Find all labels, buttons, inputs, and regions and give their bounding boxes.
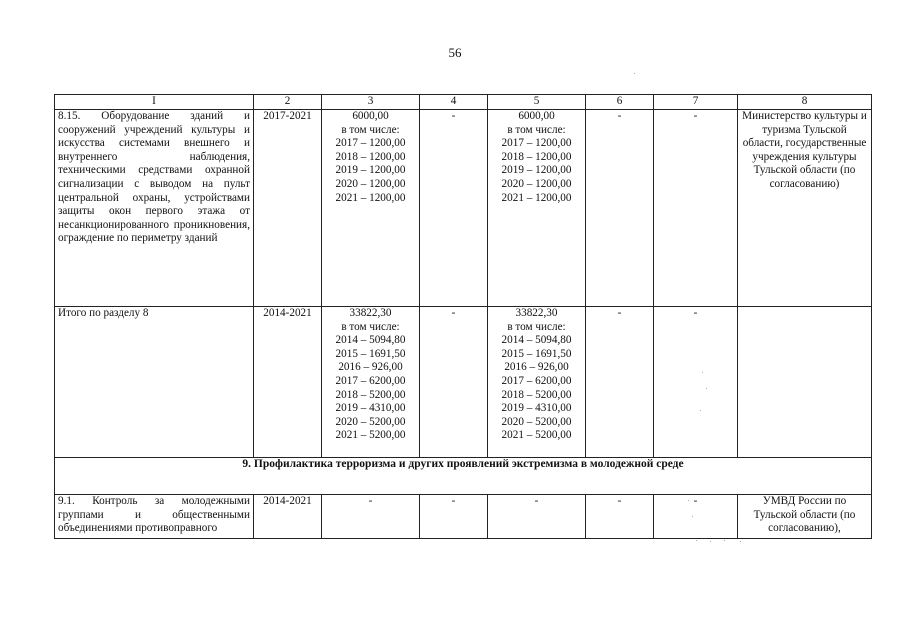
period-cell: 2014-2021 <box>254 495 322 539</box>
measure-description: 9.1. Контроль за молодежными группами и общественными объединениями противоправного <box>55 495 254 539</box>
section-total-label: Итого по разделу 8 <box>55 307 254 458</box>
funding-line: в том числе: <box>341 320 400 333</box>
local-funding-cell: - <box>586 495 654 539</box>
header-cell: 5 <box>488 95 586 110</box>
section-title: 9. Профилактика терроризма и других проявлений экстремизма в молодежной среде <box>55 458 872 495</box>
funding-line: 2015 – 1691,50 <box>501 347 572 360</box>
executor-cell: Министерство культуры и туризма Тульской области, государственные учреждения культуры Тульской области (по согласованию) <box>738 110 872 307</box>
executor-cell <box>738 307 872 458</box>
table-row <box>55 307 872 458</box>
scan-speck <box>688 500 689 501</box>
header-cell: 4 <box>420 95 488 110</box>
scan-speck <box>706 388 707 389</box>
other-funding-cell: - <box>654 307 738 458</box>
period-cell: 2017-2021 <box>254 110 322 307</box>
page-number: 56 <box>448 45 462 60</box>
scan-speck <box>634 73 635 74</box>
funding-line: 6000,00 <box>518 110 555 122</box>
funding-line: 2020 – 1200,00 <box>335 177 406 190</box>
funding-line: 2018 – 1200,00 <box>335 150 406 163</box>
federal-funding-cell: - <box>420 110 488 307</box>
table-row <box>55 495 872 539</box>
regional-funding-cell <box>488 307 586 458</box>
header-cell: 6 <box>586 95 654 110</box>
scan-speck <box>724 540 725 541</box>
funding-line: 2019 – 1200,00 <box>501 164 572 177</box>
funding-line: 2021 – 5200,00 <box>335 429 406 442</box>
measure-description: 8.15. Оборудование зданий и сооружений учреждений культуры и искусства системами внешнего и внутреннего наблюдения, техническими средствами охранной сигнализации с выводом на пульт центральной охраны, устройствами защиты окон первого этажа от несанкционированного проникновения, ограждение по периметру зданий <box>55 110 254 307</box>
header-cell: 2 <box>254 95 322 110</box>
header-cell: 3 <box>322 95 420 110</box>
scan-speck <box>700 410 701 411</box>
scan-speck <box>740 541 741 542</box>
funding-line: 2019 – 1200,00 <box>335 164 406 177</box>
funding-line: 2020 – 5200,00 <box>335 415 406 428</box>
total-funding-cell: - <box>322 495 420 539</box>
funding-line: 2018 – 1200,00 <box>501 150 572 163</box>
header-row <box>55 95 872 110</box>
funding-line: 2020 – 5200,00 <box>501 415 572 428</box>
local-funding-cell: - <box>586 110 654 307</box>
funding-line: 2019 – 4310,00 <box>501 402 572 415</box>
funding-line: в том числе: <box>507 123 566 136</box>
header-cell: 8 <box>738 95 872 110</box>
funding-line: 2021 – 1200,00 <box>335 191 406 204</box>
total-funding-cell <box>322 110 420 307</box>
local-funding-cell: - <box>586 307 654 458</box>
funding-line: 2020 – 1200,00 <box>501 177 572 190</box>
funding-line: 2016 – 926,00 <box>338 361 403 374</box>
funding-line: 2017 – 1200,00 <box>501 137 572 150</box>
funding-line: 2015 – 1691,50 <box>335 347 406 360</box>
period-cell: 2014-2021 <box>254 307 322 458</box>
funding-line: 2014 – 5094,80 <box>335 334 406 347</box>
funding-line: 2017 – 6200,00 <box>335 374 406 387</box>
scan-speck <box>710 541 711 542</box>
scan-speck <box>692 516 693 517</box>
section-header-row <box>55 458 872 495</box>
federal-funding-cell: - <box>420 307 488 458</box>
funding-line: 2021 – 5200,00 <box>501 429 572 442</box>
funding-line: в том числе: <box>507 320 566 333</box>
other-funding-cell: - <box>654 110 738 307</box>
funding-line: 2016 – 926,00 <box>504 361 569 374</box>
other-funding-cell: - <box>654 495 738 539</box>
regional-funding-cell <box>488 110 586 307</box>
funding-line: 2021 – 1200,00 <box>501 191 572 204</box>
regional-funding-cell: - <box>488 495 586 539</box>
funding-line: 2017 – 1200,00 <box>335 137 406 150</box>
funding-line: 2014 – 5094,80 <box>501 334 572 347</box>
funding-line: в том числе: <box>341 123 400 136</box>
funding-line: 2018 – 5200,00 <box>335 388 406 401</box>
total-funding-cell <box>322 307 420 458</box>
funding-line: 33822,30 <box>349 307 392 319</box>
scan-speck <box>696 540 697 541</box>
header-cell: I <box>55 95 254 110</box>
executor-cell: УМВД России по Тульской области (по согласованию), <box>738 495 872 539</box>
funding-line: 6000,00 <box>352 110 389 122</box>
funding-line: 2018 – 5200,00 <box>501 388 572 401</box>
scan-speck <box>702 372 703 373</box>
federal-funding-cell: - <box>420 495 488 539</box>
funding-line: 33822,30 <box>515 307 558 319</box>
program-table <box>54 94 872 539</box>
funding-line: 2017 – 6200,00 <box>501 374 572 387</box>
table-row <box>55 110 872 307</box>
header-cell: 7 <box>654 95 738 110</box>
funding-line: 2019 – 4310,00 <box>335 402 406 415</box>
